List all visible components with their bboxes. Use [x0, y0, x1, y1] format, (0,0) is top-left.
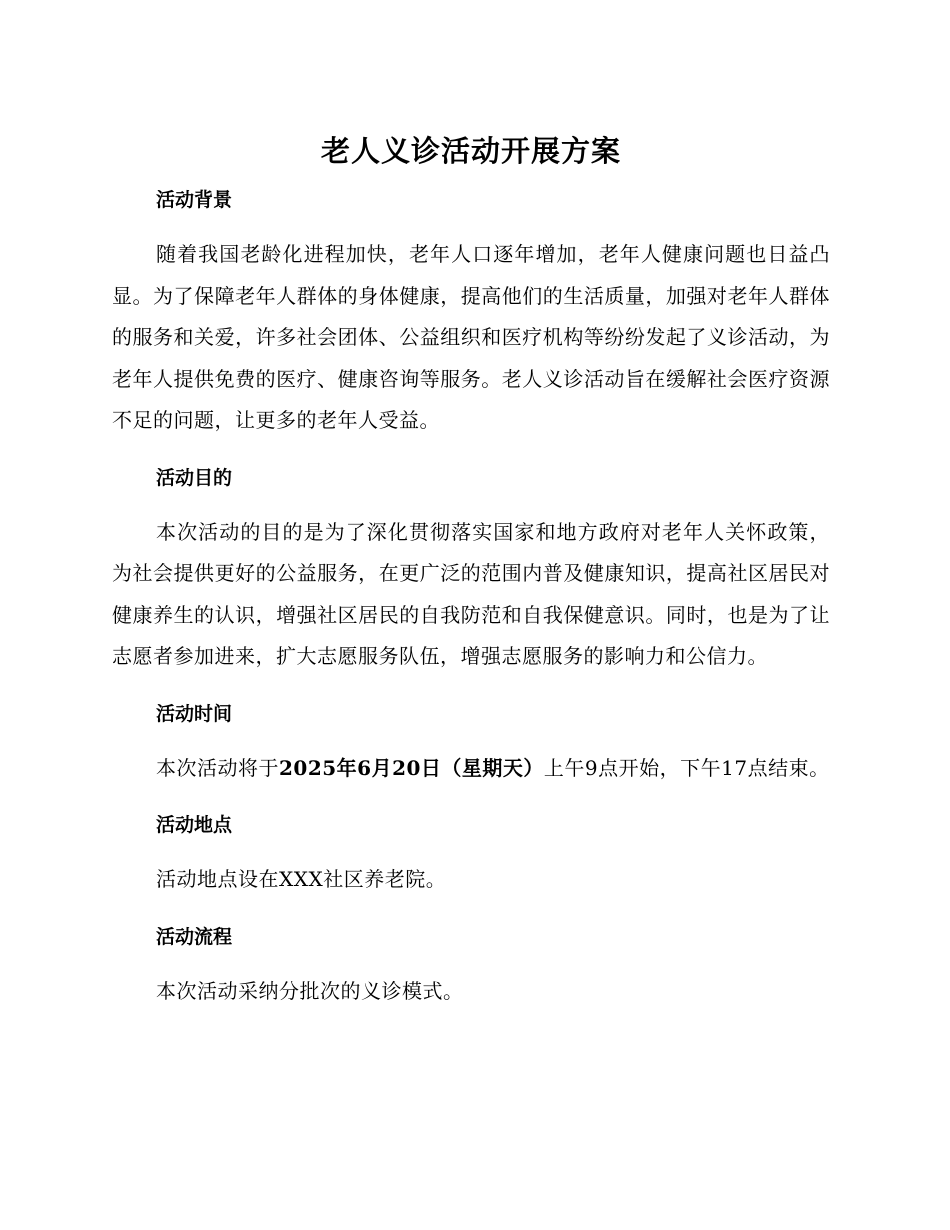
time-text-before: 本次活动将于 [156, 755, 279, 780]
paragraph-location: 活动地点设在XXX社区养老院。 [156, 867, 447, 891]
time-text-after: 上午9点开始，下午17点结束。 [543, 755, 830, 780]
section-heading-process: 活动流程 [156, 925, 233, 948]
document-page [112, 128, 830, 1032]
document-title: 老人义诊活动开展方案 [320, 134, 621, 168]
paragraph-process: 本次活动采纳分批次的义诊模式。 [156, 978, 464, 1003]
paragraph-time [112, 748, 830, 790]
section-heading-background: 活动背景 [156, 189, 233, 211]
event-date: 2025年6月20日（星期天） [279, 755, 544, 780]
section-heading-time: 活动时间 [156, 702, 233, 725]
section-heading-purpose: 活动目的 [156, 466, 233, 489]
section-heading-location: 活动地点 [156, 814, 233, 836]
paragraph-purpose: 本次活动的目的是为了深化贯彻落实国家和地方政府对老年人关怀政策，为社会提供更好的公益服务，在更广泛的范围内普及健康知识，提高社区居民对健康养生的认识，增强社区居民的自我防范和自我保健意识。同时，也是为了让志愿者参加进来，扩大志愿服务队伍，增强志愿服务的影响力和公信力。 [112, 519, 830, 668]
paragraph-background: 随着我国老龄化进程加快，老年人口逐年增加，老年人健康问题也日益凸显。为了保障老年人群体的身体健康，提高他们的生活质量，加强对老年人群体的服务和关爱，许多社会团体、公益组织和医疗机构等纷纷发起了义诊活动，为老年人提供免费的医疗、健康咨询等服务。老人义诊活动旨在缓解社会医疗资源不足的问题，让更多的老年人受益。 [112, 242, 830, 432]
